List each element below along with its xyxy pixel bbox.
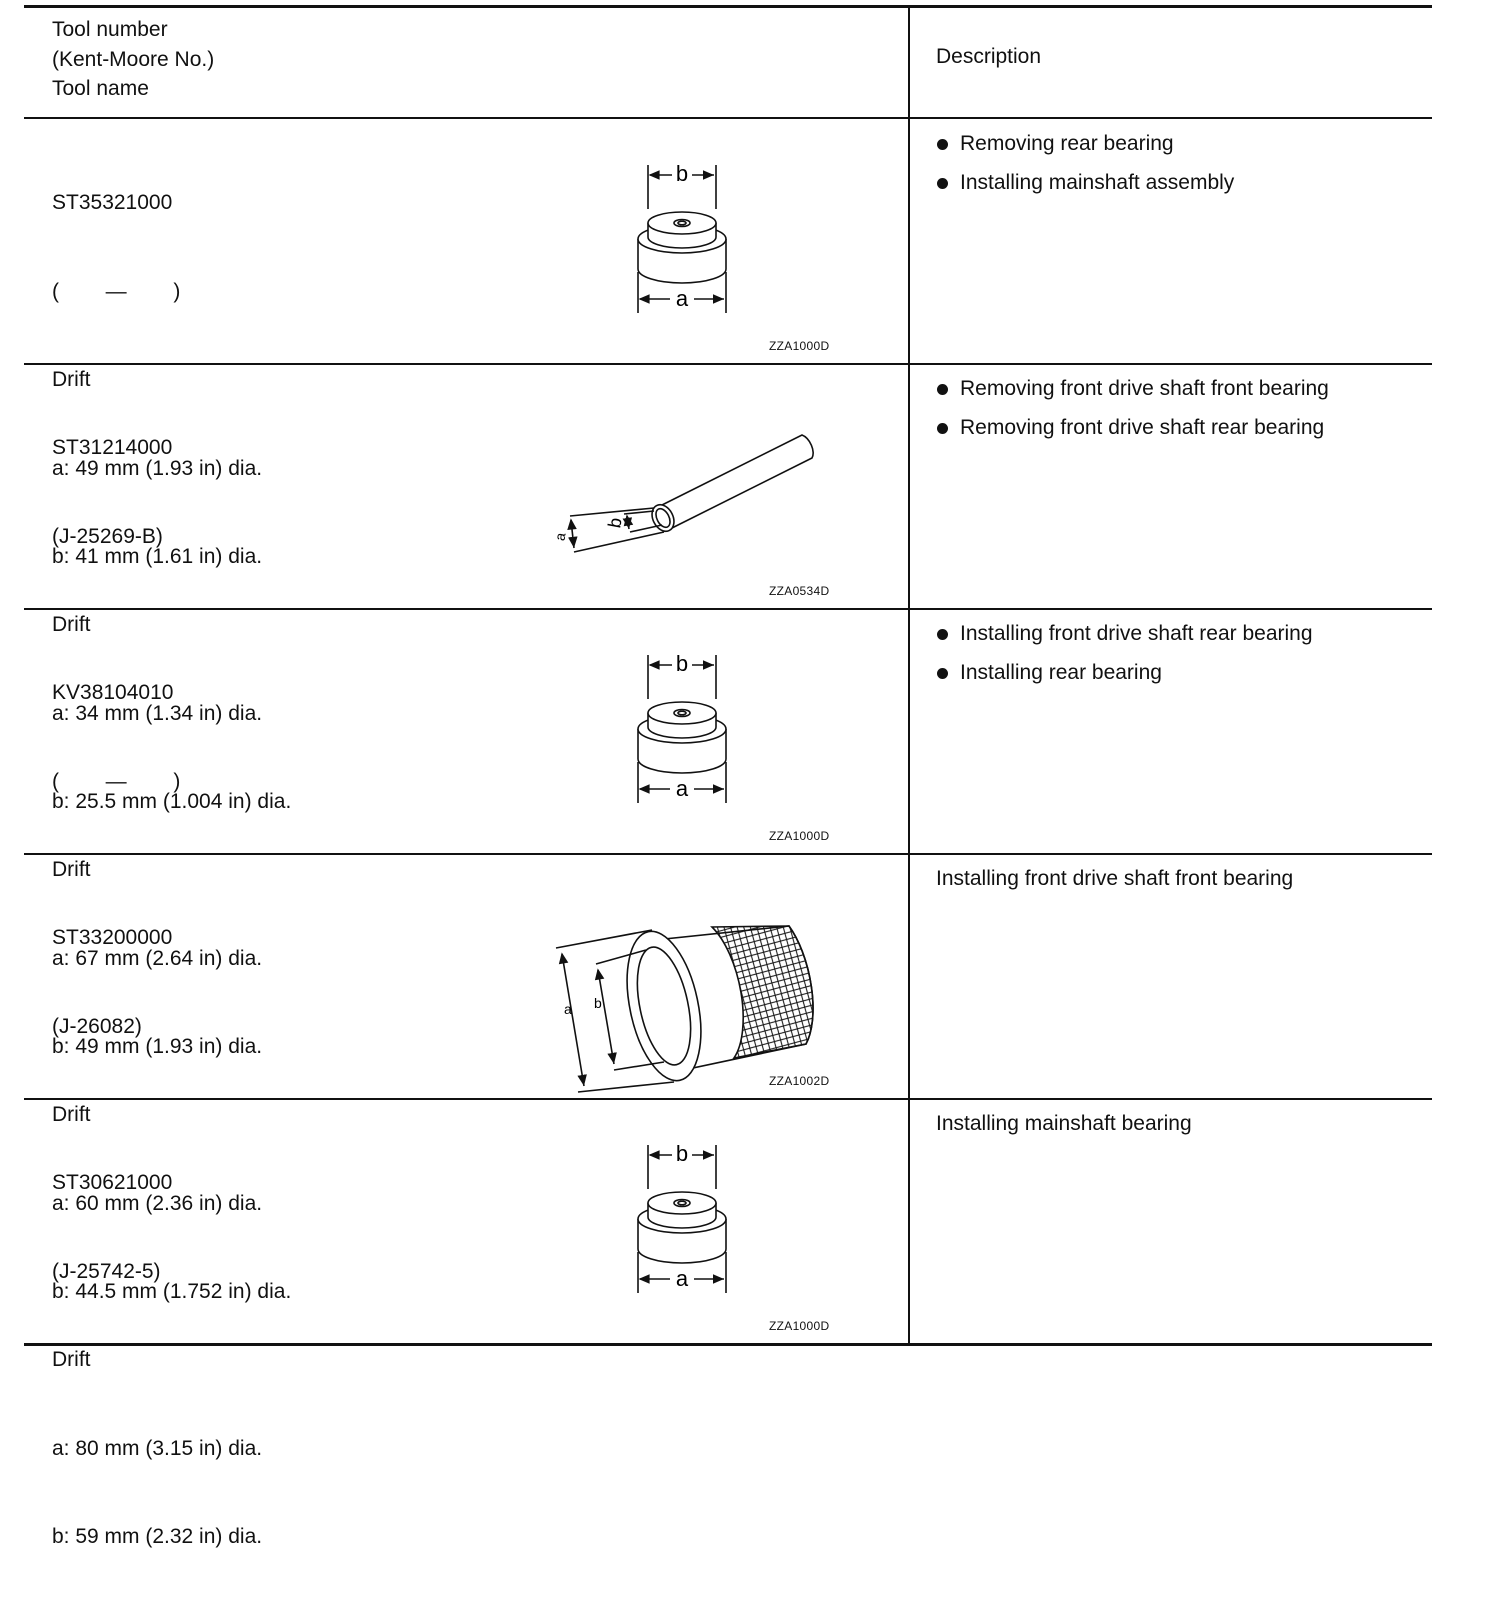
label-a: a [675,1266,689,1291]
tool-name: Drift [52,368,91,391]
figure-code: ZZA1002D [769,1074,830,1088]
kent-moore-number: ( — ) [52,279,181,303]
drift-rod-icon [534,392,854,592]
kent-moore-number: (J-25269-B) [52,524,163,548]
description-item [936,658,1313,697]
tool-number: KV38104010 [52,681,174,704]
label-a: a [564,1001,572,1017]
bullet-icon [937,178,948,189]
dimension-a: a: 67 mm (2.64 in) dia. [52,946,263,970]
tool-description [936,864,1293,894]
dimension-b: b: 41 mm (1.61 in) dia. [52,545,263,568]
tool-info [52,1109,262,1611]
description-column-header: Description [936,45,1042,68]
tool-number: ST35321000 [52,191,173,214]
label-b: b [675,1141,689,1166]
tool-number: ST33200000 [52,926,173,949]
description-text: Removing rear bearing [960,132,1174,155]
description-text: Removing front drive shaft front bearing [960,377,1329,400]
bullet-icon [937,668,948,679]
dimension-b: b: 49 mm (1.93 in) dia. [52,1035,263,1058]
kent-moore-number: (J-26082) [52,1014,142,1038]
description-text: Installing mainshaft assembly [960,171,1235,194]
label-b: b [604,516,626,530]
drift-stepped-icon [534,637,854,837]
figure-code: ZZA0534D [769,584,830,598]
description-item [936,374,1329,413]
kent-moore-number: ( — ) [52,769,181,793]
header-kent-moore: (Kent-Moore No.) [52,47,215,71]
dimension-a: a: 49 mm (1.93 in) dia. [52,456,263,480]
tool-description [936,1109,1192,1139]
drift-knurled-icon [534,882,854,1082]
label-a: a [675,776,689,801]
figure-code: ZZA1000D [769,339,830,353]
figure-code: ZZA1000D [769,1319,830,1333]
description-text: Installing mainshaft bearing [936,1112,1192,1135]
description-item [936,168,1234,207]
tool-column-header [52,15,214,104]
description-item [936,413,1329,452]
label-b: b [675,161,689,186]
description-text: Installing front drive shaft rear bearing [960,622,1313,645]
tool-name: Drift [52,858,91,881]
table-bottom-rule [24,1343,1432,1346]
drift-stepped-icon [534,1127,854,1327]
header-tool-number: Tool number [52,18,168,41]
label-a: a [551,531,569,542]
kent-moore-number: (J-25742-5) [52,1259,161,1283]
bullet-icon [937,629,948,640]
tool-number: ST31214000 [52,436,173,459]
dimension-a: a: 80 mm (3.15 in) dia. [52,1436,263,1460]
label-b: b [594,995,602,1011]
description-text: Installing rear bearing [960,661,1162,684]
dimension-a: a: 34 mm (1.34 in) dia. [52,701,263,725]
table-row [24,1099,1432,1548]
tool-name: Drift [52,613,91,636]
table-header-row [24,5,1432,118]
tool-description [936,619,1313,697]
label-a: a [675,286,689,311]
bullet-icon [937,384,948,395]
tool-name: Drift [52,1348,91,1371]
tool-description [936,129,1234,207]
dimension-a: a: 60 mm (2.36 in) dia. [52,1191,263,1215]
bullet-icon [937,139,948,150]
label-b: b [675,651,689,676]
description-text: Removing front drive shaft rear bearing [960,416,1325,439]
dimension-b: b: 25.5 mm (1.004 in) dia. [52,790,292,813]
description-item [936,619,1313,658]
description-item [936,129,1234,168]
drift-stepped-icon [534,147,854,347]
tool-number: ST30621000 [52,1171,173,1194]
tool-description [936,374,1329,452]
bullet-icon [937,423,948,434]
dimension-b: b: 59 mm (2.32 in) dia. [52,1525,263,1548]
dimension-b: b: 44.5 mm (1.752 in) dia. [52,1280,292,1303]
tool-name: Drift [52,1103,91,1126]
description-text: Installing front drive shaft front bearing [936,867,1294,890]
figure-code: ZZA1000D [769,829,830,843]
header-tool-name: Tool name [52,77,149,100]
